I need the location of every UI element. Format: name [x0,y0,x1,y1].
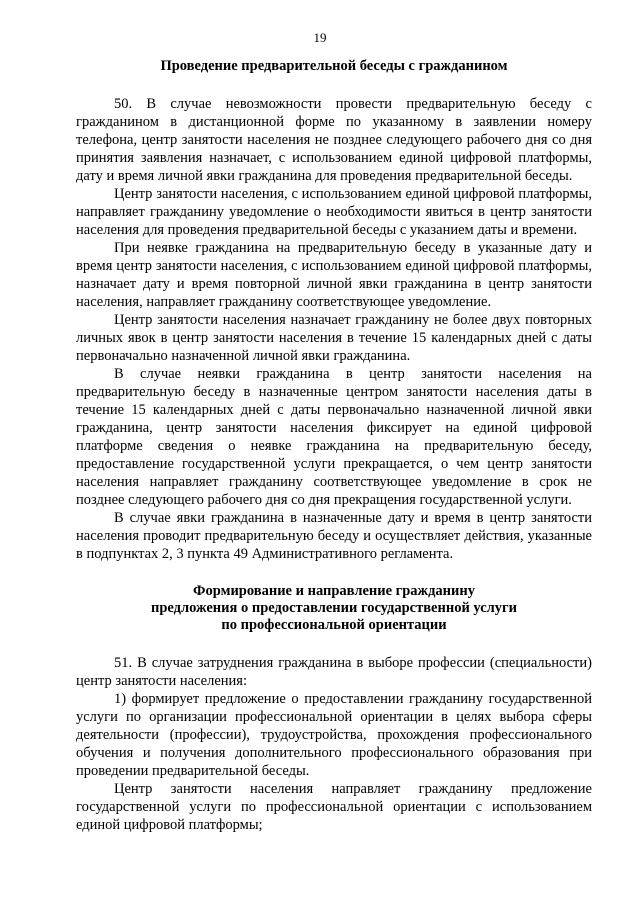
heading-line: Формирование и направление гражданину [193,583,475,599]
paragraph-attendance: В случае явки гражданина в назначенные дату и время в центр занятости населения проводит предварительную беседу и осуществляет действия, указанные в подпунктах 2, 3 пункта 49 Административного регламента. [76,510,592,562]
paragraph-notification: Центр занятости населения, с использованием единой цифровой платформы, направляет гражданину уведомление о необходимости явиться в центр занятости населения для проведения предварительной беседы с указанием даты и времени. [76,186,592,238]
heading-line: предложения о предоставлении государственной услуги [151,600,517,616]
page-content [76,58,592,834]
paragraph-50: 50. В случае невозможности провести предварительную беседу с гражданином в дистанционной форме по указанному в заявлении номеру телефона, центр занятости населения не позднее следующего рабочего дня со дня принятия заявления назначает, с использованием единой цифровой платформы, дату и время личной явки гражданина для проведения предварительной беседы. [76,96,592,184]
section-heading-career-guidance-offer [76,583,592,634]
paragraph-repeat-visits: Центр занятости населения назначает гражданину не более двух повторных личных явок в центр занятости населения в течение 15 календарных дней с даты первоначально назначенной личной явки гражданина. [76,312,592,364]
page-number: 19 [313,30,327,45]
paragraph-no-show: При неявке гражданина на предварительную беседу в указанные дату и время центр занятости населения, с использованием единой цифровой платформы, назначает дату и время повторной личной явки гражданина в центр занятости населения, направляет гражданину соответствующее уведомление. [76,240,592,310]
heading-line: по профессиональной ориентации [221,617,447,633]
paragraph-offer-sent: Центр занятости населения направляет гражданину предложение государственной услуги по профессиональной ориентации с использованием единой цифровой платформы; [76,781,592,833]
paragraph-51-item-1: 1) формирует предложение о предоставлении гражданину государственной услуги по организации профессиональной ориентации в целях выбора сферы деятельности (профессии), трудоустройства, прохождения профессионального обучения и получения дополнительного профессионального образования при проведении предварительной беседы. [76,691,592,779]
paragraph-51: 51. В случае затруднения гражданина в выборе профессии (специальности) центр занятости населения: [76,655,592,689]
section-heading-preliminary-conversation: Проведение предварительной беседы с гражданином [160,58,508,74]
paragraph-termination: В случае неявки гражданина в центр занятости населения на предварительную беседу в назначенные центром занятости населения даты в течение 15 календарных дней с даты первоначально назначенной личной явки гражданина, центр занятости населения фиксирует на единой цифровой платформе сведения о неявке гражданина на предварительную беседу, предоставление государственной услуги прекращается, о чем центр занятости населения направляет гражданину соответствующее уведомление в срок не позднее следующего рабочего дня со дня прекращения государственной услуги. [76,366,592,508]
